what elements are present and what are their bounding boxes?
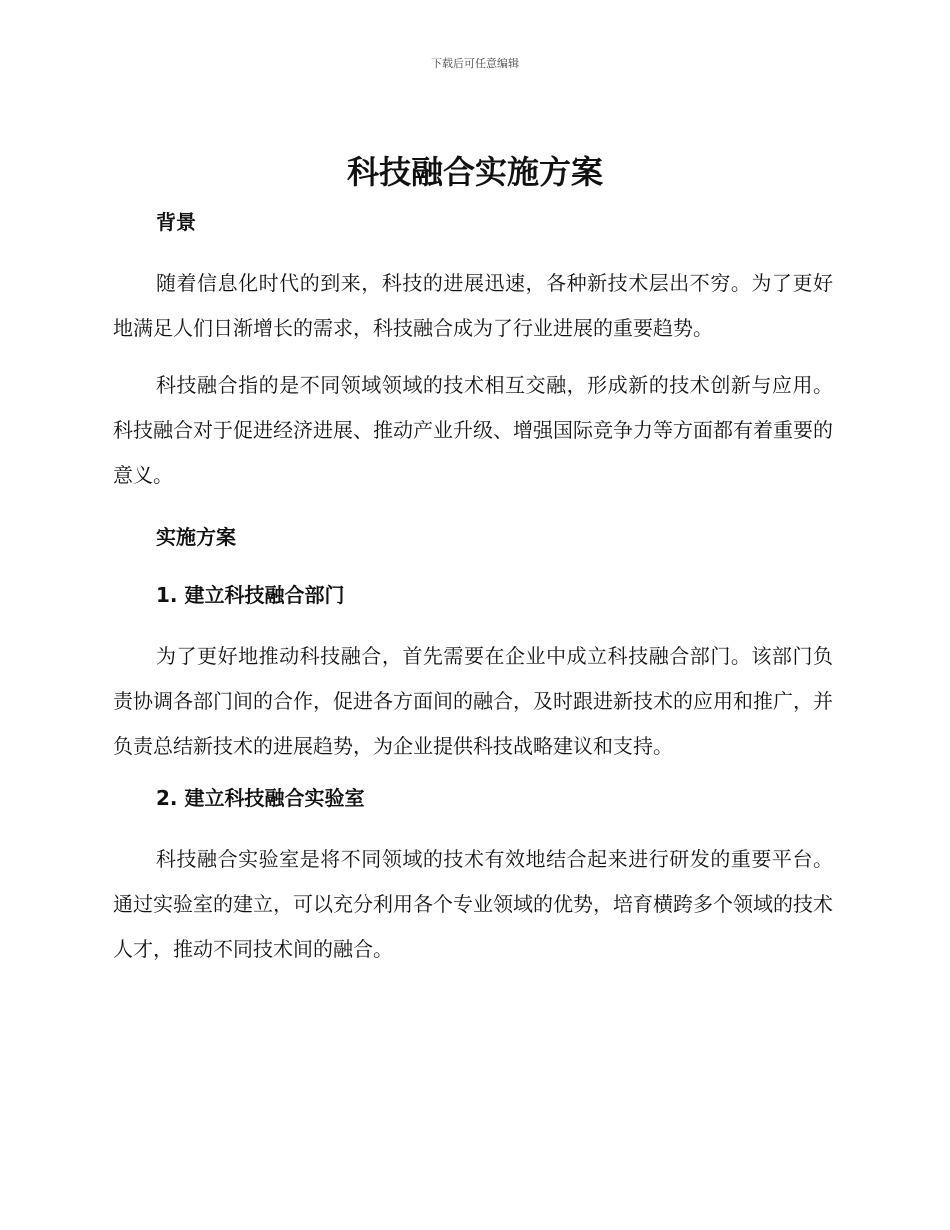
paragraph: 科技融合实验室是将不同领域的技术有效地结合起来进行研发的重要平台。通过实验室的建立，可以充分利用各个专业领域的优势，培育横跨多个领域的技术人才，推动不同技术间的融合。 <box>113 847 833 961</box>
document-body <box>113 205 833 972</box>
paragraph: 随着信息化时代的到来，科技的进展迅速，各种新技术层出不穷。为了更好地满足人们日渐增长的需求，科技融合成为了行业进展的重要趋势。 <box>113 271 833 340</box>
section-heading-background: 背景 <box>156 210 196 234</box>
section-heading-plan: 实施方案 <box>156 525 236 549</box>
document-title: 科技融合实施方案 <box>346 153 603 191</box>
paragraph: 科技融合指的是不同领域领域的技术相互交融，形成新的技术创新与应用。科技融合对于促进经济进展、推动产业升级、增强国际竞争力等方面都有着重要的意义。 <box>113 373 833 487</box>
paragraph: 为了更好地推动科技融合，首先需要在企业中成立科技融合部门。该部门负责协调各部门间的合作，促进各方面间的融合，及时跟进新技术的应用和推广，并负责总结新技术的进展趋势，为企业提供科技战略建议和支持。 <box>113 644 833 758</box>
header-note: 下载后可任意编辑 <box>431 57 519 70</box>
step-heading-2: 2. 建立科技融合实验室 <box>156 786 365 810</box>
step-heading-1: 1. 建立科技融合部门 <box>156 583 345 607</box>
